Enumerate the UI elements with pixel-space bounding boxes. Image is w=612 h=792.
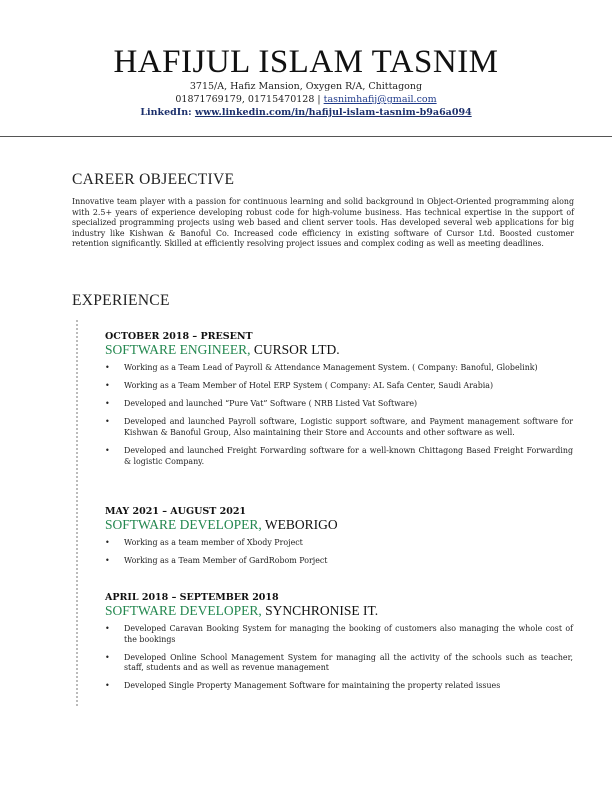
job-role: SOFTWARE ENGINEER, [105, 342, 251, 357]
job-entry [105, 592, 573, 699]
objective-heading: CAREER OBJEECTIVE [72, 171, 235, 188]
job-bullet: • Developed and launched Payroll software, Logistic support software, and Payment management software for Kishwan & Banoful Group, Also maintaining their Store and Accounts and other software as well. [105, 417, 573, 438]
candidate-name: HAFIJUL ISLAM TASNIM [113, 44, 499, 80]
job-bullet: • Developed and launched Freight Forwarding software for a well-known Chittagong Based Freight Forwarding & logistic Company. [105, 446, 573, 467]
timeline-dotted-line [76, 320, 78, 706]
job-date: APRIL 2018 – SEPTEMBER 2018 [105, 592, 279, 603]
job-company: WEBORIGO [264, 517, 338, 532]
job-bullet: • Developed and launched “Pure Vat” Software ( NRB Listed Vat Software) [105, 399, 573, 410]
objective-text: Innovative team player with a passion for continuous learning and solid background in Object-Oriented programming along with 2.5+ years of experience developing robust code for high-volume business. Has technical expertise in the support of specialized programming projects using web based and client server tools. Has developed several web applications for big industry like Kishwan & Banoful Co. Increased code efficiency in existing software of Cursor Ltd. Boosted customer retention significantly. Skilled at efficiently resolving project issues and complex coding as well as meeting deadlines. [72, 197, 574, 249]
job-bullet: • Working as a Team Lead of Payroll & Attendance Management System. ( Company: Banoful, Globelink) [105, 363, 573, 374]
job-date: OCTOBER 2018 – PRESENT [105, 331, 253, 342]
job-role: SOFTWARE DEVELOPER, [105, 603, 262, 618]
job-entry [105, 331, 573, 475]
experience-heading: EXPERIENCE [72, 292, 170, 309]
job-role: SOFTWARE DEVELOPER, [105, 517, 262, 532]
job-entry [105, 506, 573, 574]
job-bullet: • Developed Online School Management System for managing all the activity of the schools such as teacher, staff, students and as well as revenue management [105, 653, 573, 674]
phone-numbers: 01871769179, 01715470128 | [175, 94, 321, 105]
email-link[interactable]: tasnimhafij@gmail.com [323, 94, 437, 105]
job-bullet: • Working as a Team Member of Hotel ERP System ( Company: AL Safa Center, Saudi Arabia) [105, 381, 573, 392]
job-bullet: • Developed Single Property Management Software for maintaining the property related issues [105, 681, 573, 692]
job-company: CURSOR LTD. [253, 342, 340, 357]
header-divider [0, 136, 612, 137]
address: 3715/A, Hafiz Mansion, Oxygen R/A, Chittagong [189, 81, 423, 92]
job-date: MAY 2021 – AUGUST 2021 [105, 506, 247, 517]
job-bullet: • Working as a team member of Xbody Project [105, 538, 573, 549]
contact-block [0, 80, 612, 119]
linkedin-link[interactable]: www.linkedin.com/in/hafijul-islam-tasnim-b9a6a094 [194, 107, 472, 118]
job-bullet: • Developed Caravan Booking System for managing the booking of customers also managing the whole cost of the bookings [105, 624, 573, 645]
linkedin-label: LinkedIn: [140, 107, 192, 118]
job-bullet: • Working as a Team Member of GardRobom Porject [105, 556, 573, 567]
job-company: SYNCHRONISE IT. [265, 603, 379, 618]
